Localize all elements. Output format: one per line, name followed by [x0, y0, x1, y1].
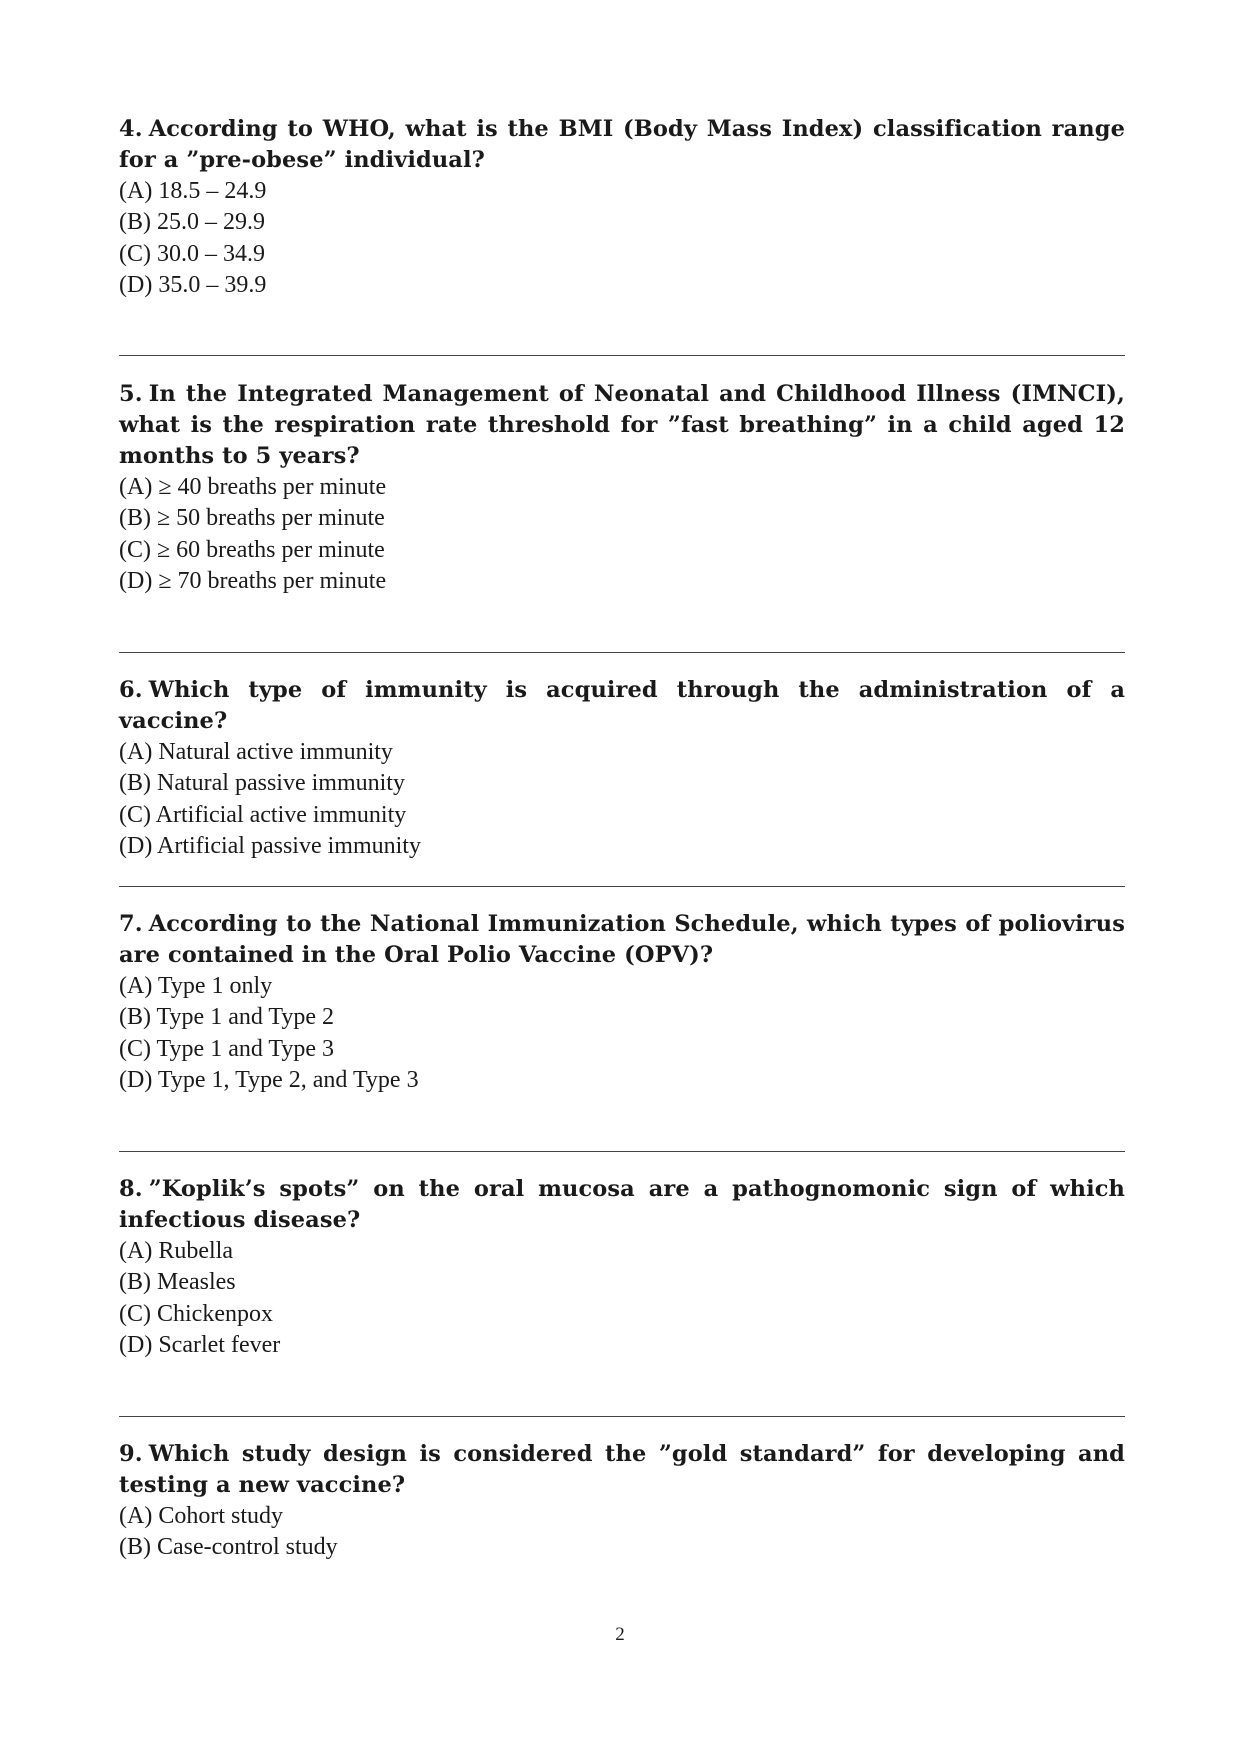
- question-stem: [119, 675, 1125, 737]
- option-d: (D) Type 1, Type 2, and Type 3: [119, 1066, 419, 1093]
- divider: [119, 886, 1125, 887]
- question-text: Which type of immunity is acquired through the administration of a vaccine?: [119, 677, 1125, 734]
- divider: [119, 355, 1125, 356]
- question-number: 7.: [119, 911, 143, 937]
- divider: [119, 652, 1125, 653]
- question-number: 5.: [119, 381, 143, 407]
- option-a: (A) 18.5 – 24.9: [119, 178, 267, 204]
- question-stem: [119, 909, 1125, 971]
- option-b: (B) Measles: [119, 1269, 236, 1296]
- option-c: (C) Chickenpox: [119, 1300, 273, 1327]
- option-c: (C) 30.0 – 34.9: [119, 240, 265, 267]
- option-d: (D) Scarlet fever: [119, 1331, 281, 1358]
- question-text: ”Koplik’s spots” on the oral mucosa are a pathognomonic sign of which infectious disease?: [119, 1176, 1125, 1233]
- question-stem: [119, 379, 1125, 472]
- question-text: Which study design is considered the ”gold standard” for developing and testing a new vaccine?: [119, 1441, 1125, 1498]
- option-b: (B) ≥ 50 breaths per minute: [119, 505, 385, 532]
- option-a: (A) Type 1 only: [119, 973, 273, 999]
- question-text: According to WHO, what is the BMI (Body Mass Index) classification range for a ”pre-obese” individual?: [119, 116, 1125, 173]
- option-c: (C) ≥ 60 breaths per minute: [119, 536, 385, 563]
- question-8: [119, 1174, 1125, 1361]
- question-stem: [119, 1439, 1125, 1501]
- question-number: 4.: [119, 116, 143, 142]
- question-9: [119, 1439, 1125, 1564]
- question-number: 6.: [119, 677, 143, 703]
- option-b: (B) 25.0 – 29.9: [119, 209, 265, 236]
- question-number: 9.: [119, 1441, 143, 1467]
- page-number: 2: [615, 1624, 625, 1645]
- question-7: [119, 909, 1125, 1096]
- question-stem: [119, 1174, 1125, 1236]
- question-number: 8.: [119, 1176, 143, 1202]
- option-a: (A) Rubella: [119, 1238, 233, 1264]
- divider: [119, 1151, 1125, 1152]
- option-d: (D) Artificial passive immunity: [119, 832, 421, 859]
- question-5: [119, 379, 1125, 597]
- divider: [119, 1416, 1125, 1417]
- option-c: (C) Artificial active immunity: [119, 801, 407, 828]
- option-b: (B) Natural passive immunity: [119, 770, 405, 797]
- option-a: (A) Cohort study: [119, 1503, 283, 1529]
- option-c: (C) Type 1 and Type 3: [119, 1035, 335, 1062]
- question-stem: [119, 114, 1125, 176]
- option-d: (D) 35.0 – 39.9: [119, 271, 267, 298]
- option-a: (A) Natural active immunity: [119, 739, 393, 765]
- question-text: According to the National Immunization Schedule, which types of poliovirus are contained in the Oral Polio Vaccine (OPV)?: [119, 911, 1125, 968]
- question-4: [119, 114, 1125, 301]
- option-b: (B) Case-control study: [119, 1534, 338, 1561]
- question-text: In the Integrated Management of Neonatal and Childhood Illness (IMNCI), what is the respiration rate threshold for ”fast breathing” in a child aged 12 months to 5 years?: [119, 381, 1125, 469]
- option-b: (B) Type 1 and Type 2: [119, 1004, 335, 1031]
- option-a: (A) ≥ 40 breaths per minute: [119, 474, 387, 500]
- question-6: [119, 675, 1125, 862]
- option-d: (D) ≥ 70 breaths per minute: [119, 567, 387, 594]
